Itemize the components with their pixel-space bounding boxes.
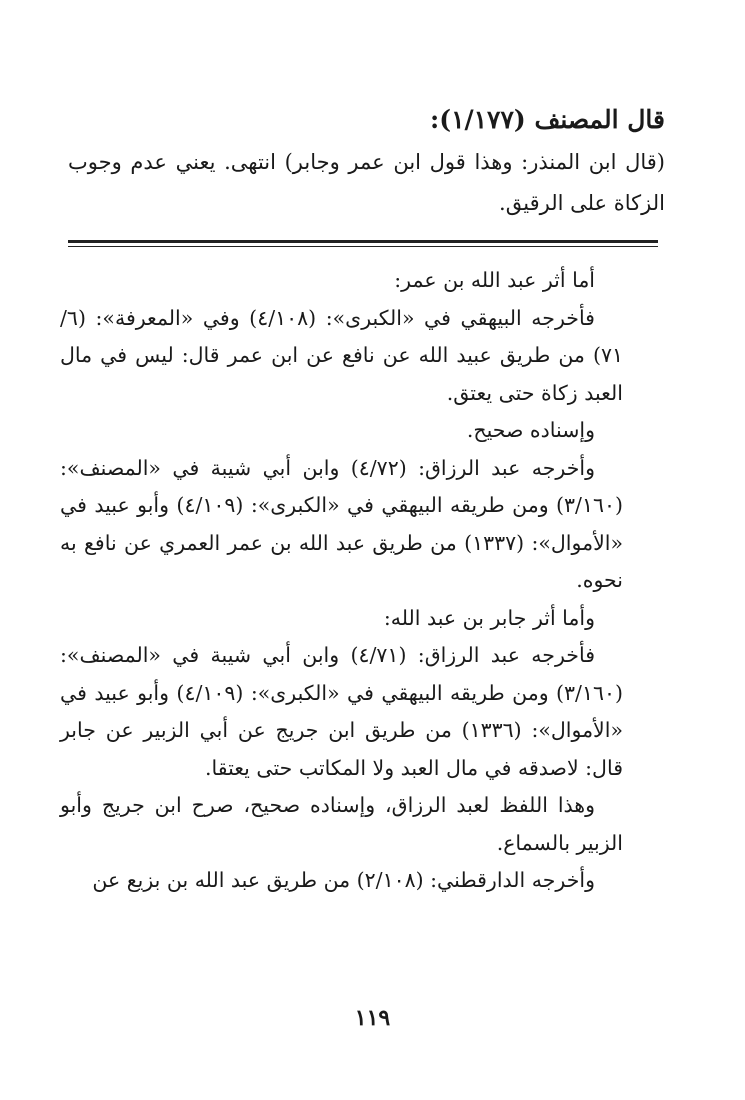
paragraph: وأخرجه عبد الرزاق: (٤/٧٢) وابن أبي شيبة في «المصنف»: (٣/١٦٠) ومن طريقه البيهقي في «الكبرى»: (٤/١٠٩) وأبو عبيد في «الأموال»: (١٣٣٧) من طريق عبد الله بن عمر العمري عن نافع به نحوه. — [60, 455, 624, 592]
commentary-body — [60, 262, 623, 900]
paragraph-ibn-umar-heading: أما أثر عبد الله بن عمر: — [394, 268, 595, 292]
separator-rule-thick — [68, 240, 658, 243]
page-number: ١١٩ — [354, 1005, 391, 1031]
separator-rule-thin — [68, 246, 658, 247]
paragraph-jabir-heading: وأما أثر جابر بن عبد الله: — [383, 605, 595, 630]
paragraph: وهذا اللفظ لعبد الرزاق، وإسناده صحيح، صرح ابن جريج وأبو الزبير بالسماع. — [60, 793, 623, 855]
paragraph: فأخرجه عبد الرزاق: (٤/٧١) وابن أبي شيبة في «المصنف»: (٣/١٦٠) ومن طريقه البيهقي في «الكبرى»: (٤/١٠٩) وأبو عبيد في «الأموال»: (١٣٣٦) من طريق ابن جريج عن أبي الزبير عن جابر قال: لاصدقه في مال العبد ولا المكاتب حتى يعتقا. — [60, 643, 623, 780]
quoted-text: (قال ابن المنذر: وهذا قول ابن عمر وجابر) انتهى. يعني عدم وجوب الزكاة على الرقيق. — [68, 150, 665, 215]
section-header — [68, 100, 665, 224]
paragraph: فأخرجه البيهقي في «الكبرى»: (٤/١٠٨) وفي «المعرفة»: (٦/ ٧١) من طريق عبيد الله عن نافع عن ابن عمر قال: ليس في مال العبد زكاة حتى يعتق. — [60, 305, 623, 405]
paragraph: وإسناده صحيح. — [466, 418, 595, 442]
section-heading: قال المصنف (١/١٧٧): — [430, 105, 665, 134]
paragraph: وأخرجه الدارقطني: (٢/١٠٨) من طريق عبد الله بن بزيع عن — [92, 868, 595, 892]
